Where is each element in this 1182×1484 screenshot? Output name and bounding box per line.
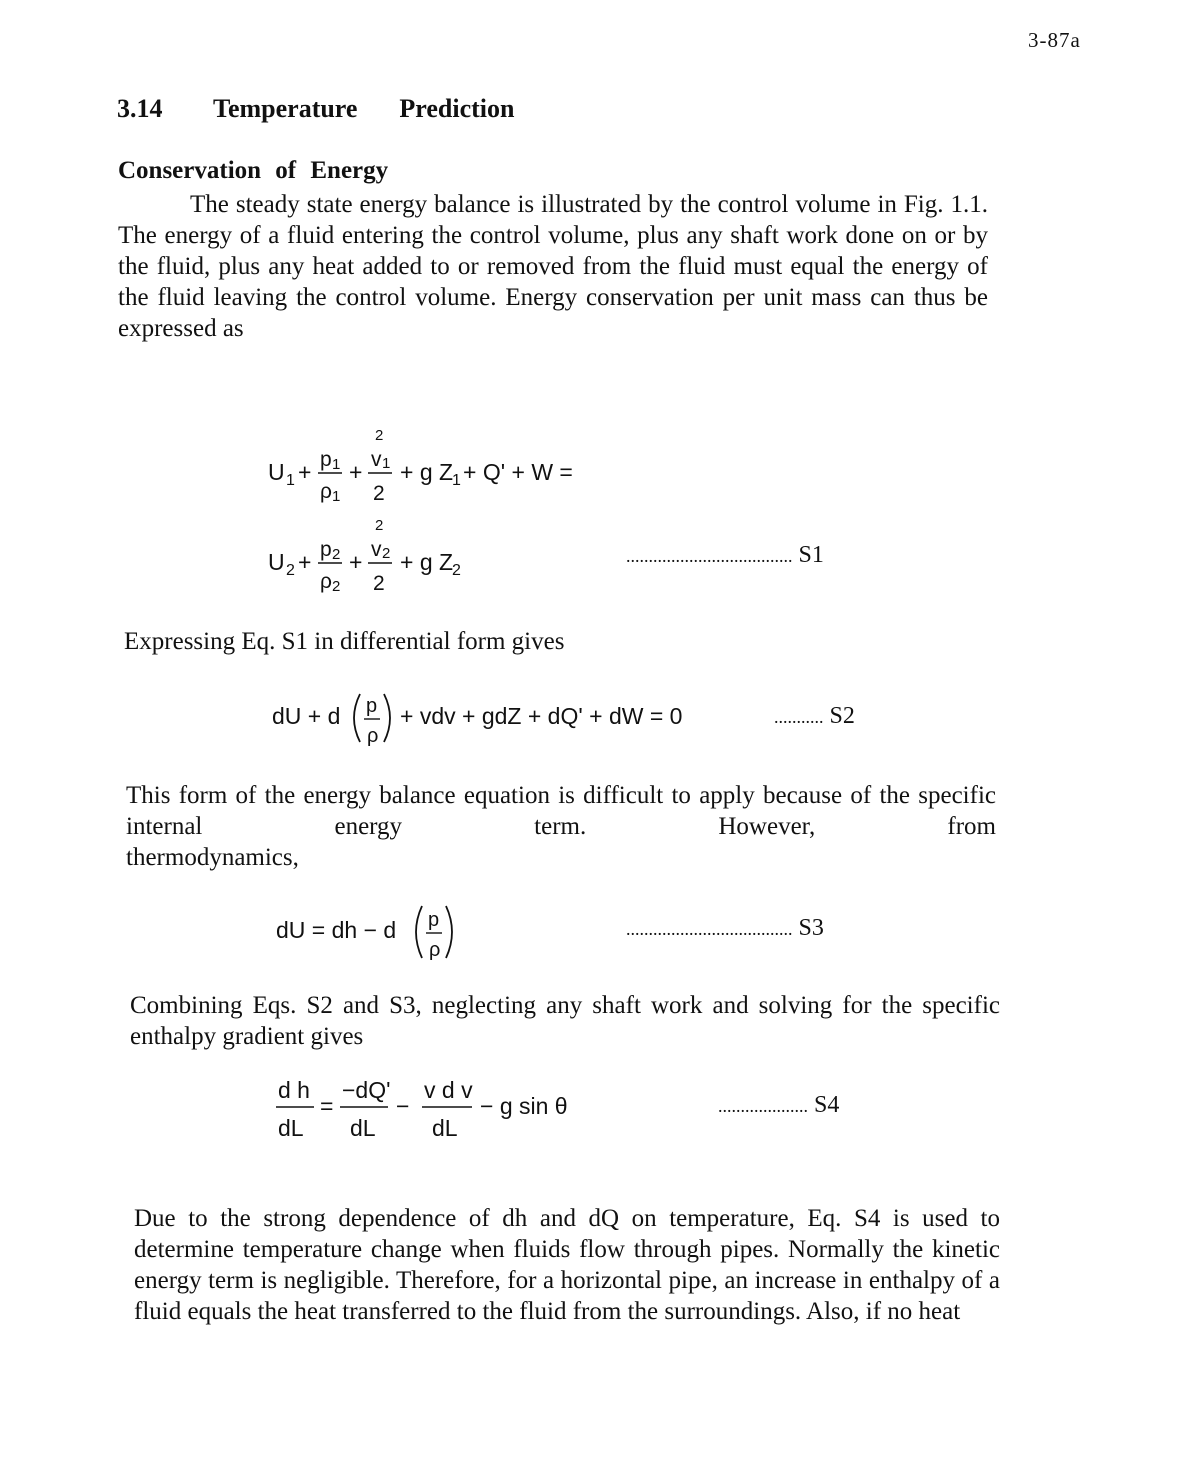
subheading: Conservation of Energy <box>118 157 389 184</box>
equation-s1 <box>262 428 642 604</box>
equation-s2-graphic <box>272 684 732 754</box>
svg-text:ρ: ρ <box>320 480 332 503</box>
paragraph-5: Due to the strong dependence of dh and dQ on temperature, Eq. S4 is used to determine temperature change when fluids flow through pipes. Normally the kinetic energy term is negligible. Therefore, for a horizontal pipe, an increase in enthalpy of a fluid equals the heat transferred to the fluid from the surroundings. Also, if no heat <box>134 1205 1000 1325</box>
svg-text:−dQ': −dQ' <box>342 1077 391 1103</box>
equation-s3-label-row <box>626 915 824 942</box>
equation-s4 <box>276 1074 596 1150</box>
svg-text:ρ: ρ <box>367 725 379 747</box>
svg-text:=: = <box>320 1093 334 1119</box>
svg-text:p: p <box>320 538 332 561</box>
svg-text:v: v <box>371 448 382 471</box>
paragraph-1: The steady state energy balance is illustrated by the control volume in Fig. 1.1. The energy of a fluid entering the control volume, plus any shaft work done on or by the fluid, plus any heat added to or removed from the fluid must equal the energy of the fluid leaving the control volume. Energy conservation per unit mass can thus be expressed as <box>118 191 988 342</box>
equation-s2-label: S2 <box>829 703 855 729</box>
section-number: 3.14 <box>117 94 163 123</box>
svg-text:1: 1 <box>332 488 341 505</box>
svg-text:dU = dh − d: dU = dh − d <box>276 917 397 943</box>
svg-text:1: 1 <box>286 472 295 489</box>
svg-text:1: 1 <box>382 455 391 472</box>
svg-text:2: 2 <box>375 427 384 444</box>
equation-s3 <box>276 896 496 972</box>
svg-text:ρ: ρ <box>320 570 332 593</box>
svg-text:+ vdv + gdZ + dQ' + dW = 0: + vdv + gdZ + dQ' + dW = 0 <box>400 703 683 729</box>
svg-text:2: 2 <box>286 562 295 579</box>
svg-text:U: U <box>268 549 285 575</box>
paragraph-3-last-line: thermodynamics, <box>126 844 299 871</box>
svg-text:v: v <box>371 538 382 561</box>
equation-s4-dots: .................... <box>718 1096 808 1116</box>
svg-text:+ g Z: + g Z <box>400 459 454 485</box>
paragraph-3-main: This form of the energy balance equation is difficult to apply because of the specific internal energy term. However, from <box>126 782 996 840</box>
svg-text:2: 2 <box>332 546 341 563</box>
page-number: 3-87a <box>1028 28 1081 52</box>
svg-text:2: 2 <box>382 545 391 562</box>
svg-text:2: 2 <box>373 572 385 595</box>
svg-text:2: 2 <box>332 578 341 595</box>
svg-text:+ g Z: + g Z <box>400 549 454 575</box>
svg-text:2: 2 <box>375 517 384 534</box>
equation-s4-graphic <box>276 1074 596 1144</box>
equation-s3-graphic <box>276 896 496 966</box>
svg-text:U: U <box>268 459 285 485</box>
svg-text:+: + <box>349 459 363 485</box>
svg-text:+ Q' + W =: + Q' + W = <box>463 459 573 485</box>
svg-text:2: 2 <box>452 562 461 579</box>
equation-s1-graphic <box>262 428 642 598</box>
svg-text:p: p <box>366 695 378 717</box>
svg-text:2: 2 <box>373 482 385 505</box>
svg-text:+: + <box>298 459 312 485</box>
paragraph-2: Expressing Eq. S1 in differential form gives <box>124 628 565 655</box>
equation-s3-label: S3 <box>798 915 824 941</box>
equation-s2-label-row <box>774 703 855 730</box>
section-heading <box>117 94 514 124</box>
equation-s4-label: S4 <box>814 1092 840 1118</box>
svg-text:p: p <box>320 448 332 471</box>
svg-text:dL: dL <box>278 1115 304 1141</box>
section-title-word1: Temperature <box>213 94 358 123</box>
svg-text:dL: dL <box>432 1115 458 1141</box>
svg-text:v d v: v d v <box>424 1077 473 1103</box>
equation-s3-dots: ..................................... <box>626 919 793 939</box>
svg-text:+: + <box>349 549 363 575</box>
equation-s1-dots: ..................................... <box>626 546 793 566</box>
section-title-word2: Prediction <box>399 94 515 123</box>
svg-text:ρ: ρ <box>429 939 441 961</box>
equation-s2-dots: ........... <box>774 707 824 727</box>
svg-text:p: p <box>428 909 440 931</box>
svg-text:1: 1 <box>452 472 461 489</box>
svg-text:+: + <box>298 549 312 575</box>
paragraph-4: Combining Eqs. S2 and S3, neglecting any shaft work and solving for the specific enthalpy gradient gives <box>130 992 1000 1050</box>
svg-text:1: 1 <box>332 456 341 473</box>
paragraph-3 <box>126 780 996 873</box>
svg-text:d h: d h <box>278 1077 310 1103</box>
svg-text:dU + d: dU + d <box>272 703 341 729</box>
equation-s1-label-row <box>626 542 824 569</box>
svg-text:dL: dL <box>350 1115 376 1141</box>
svg-text:− g sin θ: − g sin θ <box>480 1093 568 1119</box>
equation-s2 <box>272 684 732 760</box>
equation-s4-label-row <box>718 1092 839 1119</box>
equation-s1-label: S1 <box>798 542 824 568</box>
svg-text:−: − <box>396 1093 410 1119</box>
